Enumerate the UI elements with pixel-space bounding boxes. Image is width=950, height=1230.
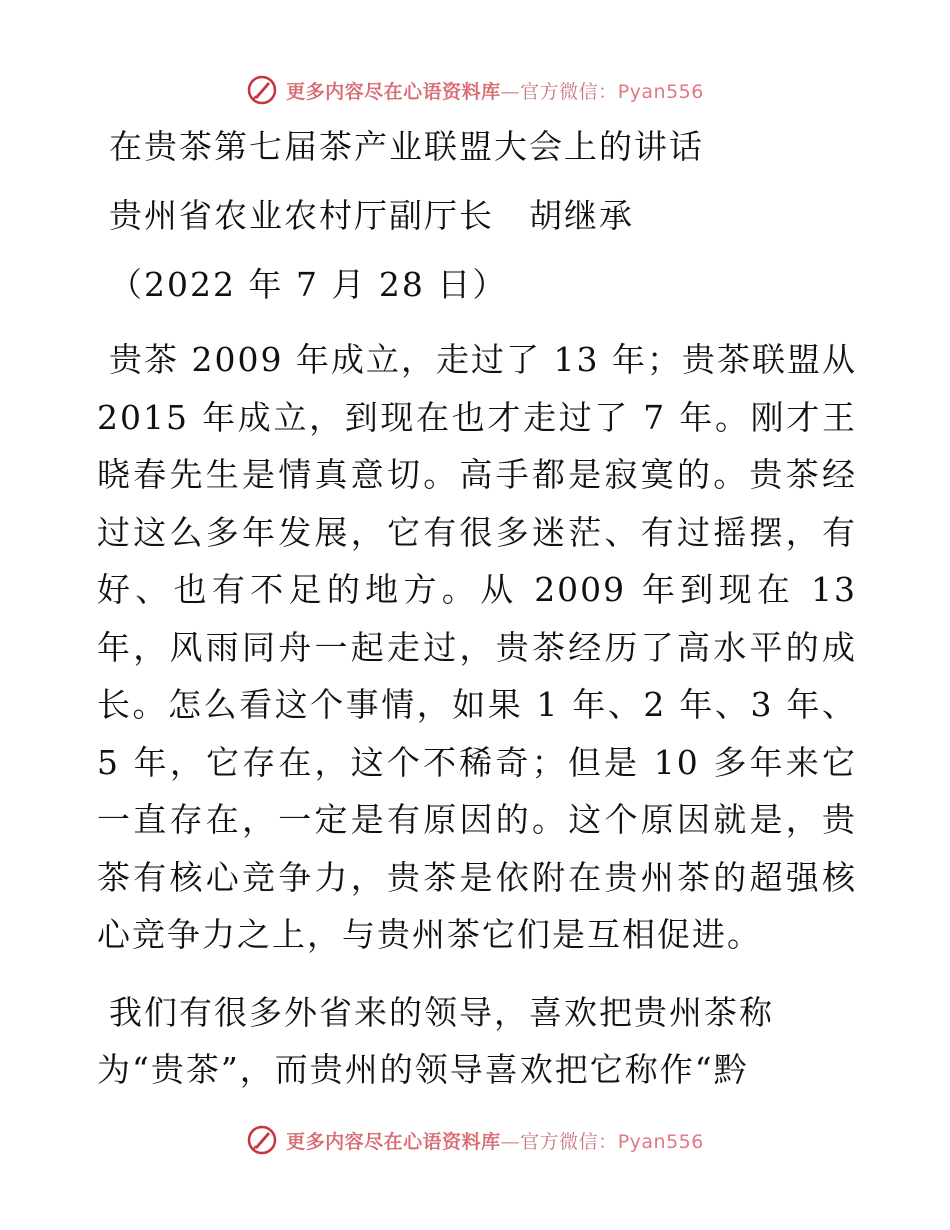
watermark-separator: —	[500, 1130, 521, 1153]
watermark-account: Pyan556	[617, 1130, 704, 1153]
paragraph-1: 贵茶 2009 年成立，走过了 13 年；贵茶联盟从 2015 年成立，到现在也才走过了 7 年。刚才王晓春先生是情真意切。高手都是寂寞的。贵茶经过这么多年发展，它有很多迷茫、有过摇摆，有好、也有不足的地方。从 2009 年到现在 13 年，风雨同舟一起走过，贵茶经历了高水平的成长。怎么看这个事情，如果 1 年、2 年、3 年、5 年，它存在，这个不稀奇；但是 10 多年来它一直存在，一定是有原因的。这个原因就是，贵茶有核心竞争力，贵茶是依附在贵州茶的超强核心竞争力之上，与贵州茶它们是互相促进。	[97, 340, 857, 954]
speech-date: （2022 年 7 月 28 日）	[109, 265, 508, 304]
watermark-footer	[0, 1120, 950, 1160]
watermark-text	[286, 77, 704, 104]
speech-author: 贵州省农业农村厅副厅长 胡继承	[109, 196, 634, 235]
watermark-text	[286, 1127, 704, 1154]
watermark-separator: —	[500, 80, 521, 103]
speech-title: 在贵茶第七届茶产业联盟大会上的讲话	[109, 127, 704, 166]
watermark-main: 更多内容尽在心语资料库	[286, 1130, 501, 1153]
watermark-account: Pyan556	[617, 80, 704, 103]
watermark-header	[0, 70, 950, 110]
paragraph-2: 我们有很多外省来的领导，喜欢把贵州茶称为“贵茶”，而贵州的领导喜欢把它称作“黔	[97, 992, 774, 1089]
feather-pen-logo-icon	[246, 1124, 278, 1156]
feather-pen-logo-icon	[246, 74, 278, 106]
watermark-official: 官方微信：	[520, 80, 618, 103]
document-body	[97, 122, 857, 1099]
watermark-main: 更多内容尽在心语资料库	[286, 80, 501, 103]
watermark-official: 官方微信：	[520, 1130, 618, 1153]
